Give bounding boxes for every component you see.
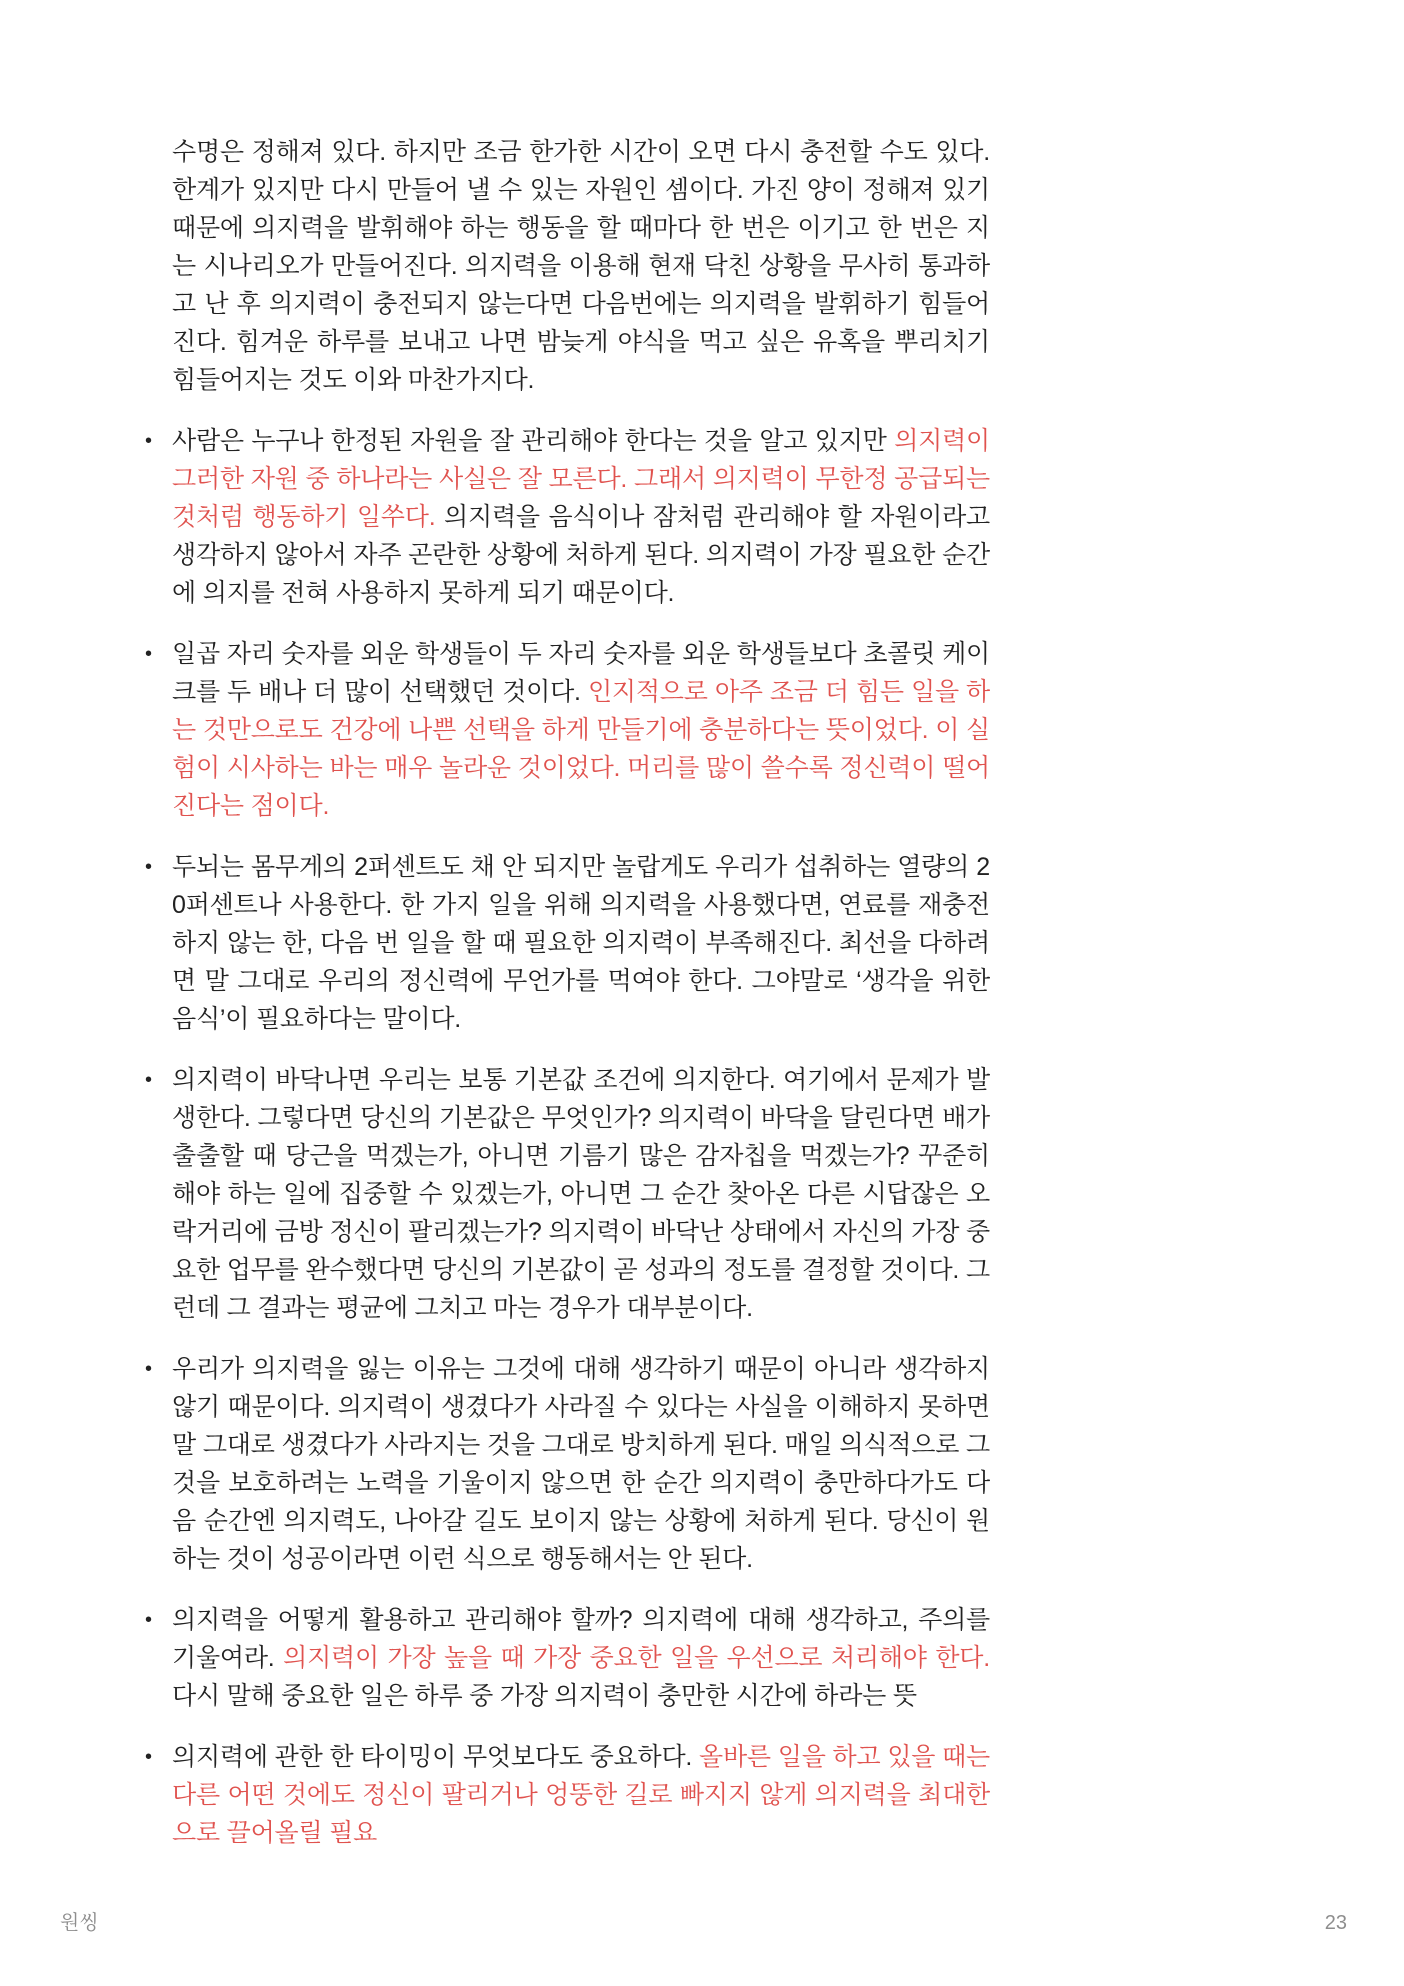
text-segment: 의지력을 어떻게 활용하고 관리해야 할까? 의지력에 대해 생각하고, 주의를 기울여라. xyxy=(172,1606,990,1672)
bullet-list-item xyxy=(145,1601,990,1715)
bullet-list-item xyxy=(145,635,990,825)
highlight-segment: 인지적으로 아주 조금 더 힘든 일을 하는 것만으로도 건강에 나쁜 선택을 하게 만들기에 충분하다는 뜻이었다. 이 실험이 시사하는 바는 매우 놀라운 것이었다. 머리를 많이 쓸수록 정신력이 떨어진다는 점이다. xyxy=(172,678,990,820)
text-segment: 의지력이 바닥나면 우리는 보통 기본값 조건에 의지한다. 여기에서 문제가 발생한다. 그렇다면 당신의 기본값은 무엇인가? 의지력이 바닥을 달린다면 배가 출출할 때 당근을 먹겠는가, 아니면 기름기 많은 감자칩을 먹겠는가? 꾸준히 해야 하는 일에 집중할 수 있겠는가, 아니면 그 순간 찾아온 다른 시답잖은 오락거리에 금방 정신이 팔리겠는가? 의지력이 바닥난 상태에서 자신의 가장 중요한 업무를 완수했다면 당신의 기본값이 곧 성과의 정도를 결정할 것이다. 그런데 그 결과는 평균에 그치고 마는 경우가 대부분이다. xyxy=(172,1066,990,1322)
bullet-list-item xyxy=(145,848,990,1038)
text-segment: 일곱 자리 숫자를 외운 학생들이 두 자리 숫자를 외운 학생들보다 초콜릿 케이크를 두 배나 더 많이 선택했던 것이다. xyxy=(172,640,990,706)
bullet-list-item xyxy=(145,1061,990,1327)
bullet-list-item xyxy=(145,422,990,612)
text-segment: 사람은 누구나 한정된 자원을 잘 관리해야 한다는 것을 알고 있지만 xyxy=(172,427,895,455)
footer-book-title: 원씽 xyxy=(60,1912,99,1934)
note-list xyxy=(145,133,990,1852)
text-segment: 우리가 의지력을 잃는 이유는 그것에 대해 생각하기 때문이 아니라 생각하지 않기 때문이다. 의지력이 생겼다가 사라질 수 있다는 사실을 이해하지 못하면 말 그대로 생겼다가 사라지는 것을 그대로 방치하게 된다. 매일 의식적으로 그것을 보호하려는 노력을 기울이지 않으면 한 순간 의지력이 충만하다가도 다음 순간엔 의지력도, 나아갈 길도 보이지 않는 상황에 처하게 된다. 당신이 원하는 것이 성공이라면 이런 식으로 행동해서는 안 된다. xyxy=(172,1355,990,1573)
bullet-icon: • xyxy=(145,1069,152,1091)
bullet-icon: • xyxy=(145,1358,152,1380)
footer-page-number: 23 xyxy=(1324,1912,1347,1934)
text-segment: 의지력을 음식이나 잠처럼 관리해야 할 자원이라고 생각하지 않아서 자주 곤란한 상황에 처하게 된다. 의지력이 가장 필요한 순간에 의지를 전혀 사용하지 못하게 되기 때문이다. xyxy=(172,503,990,607)
text-segment: 다시 말해 중요한 일은 하루 중 가장 의지력이 충만한 시간에 하라는 뜻 xyxy=(172,1682,917,1710)
bullet-icon: • xyxy=(145,856,152,878)
highlight-segment: 올바른 일을 하고 있을 때는 다른 어떤 것에도 정신이 팔리거나 엉뚱한 길로 빠지지 않게 의지력을 최대한으로 끌어올릴 필요 xyxy=(172,1743,990,1847)
page-footer xyxy=(60,1910,1347,1936)
highlight-segment: 의지력이 가장 높을 때 가장 중요한 일을 우선으로 처리해야 한다. xyxy=(283,1644,990,1672)
bullet-icon: • xyxy=(145,643,152,665)
text-segment: 두뇌는 몸무게의 2퍼센트도 채 안 되지만 놀랍게도 우리가 섭취하는 열량의 20퍼센트나 사용한다. 한 가지 일을 위해 의지력을 사용했다면, 연료를 재충전하지 않는 한, 다음 번 일을 할 때 필요한 의지력이 부족해진다. 최선을 다하려면 말 그대로 우리의 정신력에 무언가를 먹여야 한다. 그야말로 ‘생각을 위한 음식’이 필요하다는 말이다. xyxy=(172,853,990,1033)
bullet-icon: • xyxy=(145,430,152,452)
bullet-icon: • xyxy=(145,1609,152,1631)
bullet-list-item xyxy=(145,1738,990,1852)
note-paragraph xyxy=(172,133,990,399)
text-segment: 의지력에 관한 한 타이밍이 무엇보다도 중요하다. xyxy=(172,1743,700,1771)
text-segment: 수명은 정해져 있다. 하지만 조금 한가한 시간이 오면 다시 충전할 수도 있다. 한계가 있지만 다시 만들어 낼 수 있는 자원인 셈이다. 가진 양이 정해져 있기 때문에 의지력을 발휘해야 하는 행동을 할 때마다 한 번은 이기고 한 번은 지는 시나리오가 만들어진다. 의지력을 이용해 현재 닥친 상황을 무사히 통과하고 난 후 의지력이 충전되지 않는다면 다음번에는 의지력을 발휘하기 힘들어진다. 힘겨운 하루를 보내고 나면 밤늦게 야식을 먹고 싶은 유혹을 뿌리치기 힘들어지는 것도 이와 마찬가지다. xyxy=(172,138,990,394)
bullet-icon: • xyxy=(145,1746,152,1768)
highlight-segment: 의지력이 그러한 자원 중 하나라는 사실은 잘 모른다. 그래서 의지력이 무한정 공급되는 것처럼 행동하기 일쑤다. xyxy=(172,427,990,531)
bullet-list-item xyxy=(145,1350,990,1578)
